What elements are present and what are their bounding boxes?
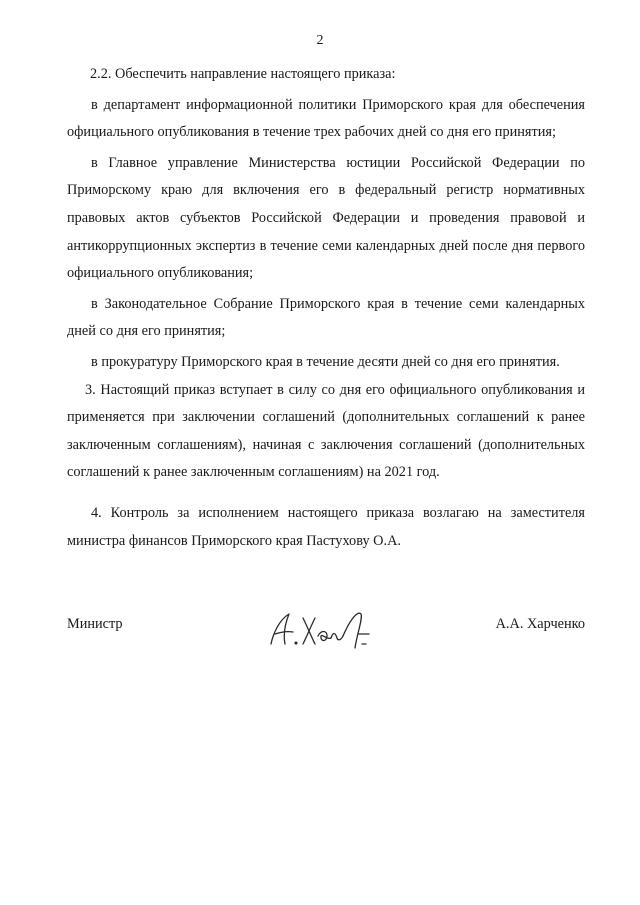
paragraph-4-control: 4. Контроль за исполнением настоящего приказа возлагаю на заместителя министра финансов Приморского края Пастухову О.А.	[67, 504, 585, 549]
paragraph-2-2-heading: 2.2. Обеспечить направление настоящего приказа:	[90, 66, 396, 82]
signatory-title: Министр	[67, 616, 123, 632]
paragraph-3-effective-date: 3. Настоящий приказ вступает в силу со дня его официального опубликования и применяется при заключении соглашений (дополнительных соглашений к ранее заключенным соглашениям), начиная с заключения соглашений (дополнительных соглашений к ранее заключенным соглашениям) на 2021 год.	[67, 381, 585, 481]
signature-block	[67, 612, 585, 660]
document-body	[67, 61, 585, 555]
signatory-name: А.А. Харченко	[495, 616, 585, 632]
paragraph-prosecutor-office: в прокуратуру Приморского края в течение десяти дней со дня его принятия.	[91, 353, 560, 370]
paragraph-department-info-policy: в департамент информационной политики Приморского края для обеспечения официального опубликования в течение трех рабочих дней со дня его принятия;	[67, 96, 585, 141]
handwritten-signature	[265, 604, 377, 654]
paragraph-ministry-of-justice: в Главное управление Министерства юстиции Российской Федерации по Приморскому краю для включения его в федеральный регистр нормативных правовых актов субъектов Российской Федерации и проведения правовой и антикоррупционных экспертиз в течение семи календарных дней после дня первого официального опубликования;	[67, 154, 585, 282]
page-number: 2	[316, 33, 324, 48]
paragraph-legislative-assembly: в Законодательное Собрание Приморского края в течение семи календарных дней со дня его принятия;	[67, 295, 585, 340]
